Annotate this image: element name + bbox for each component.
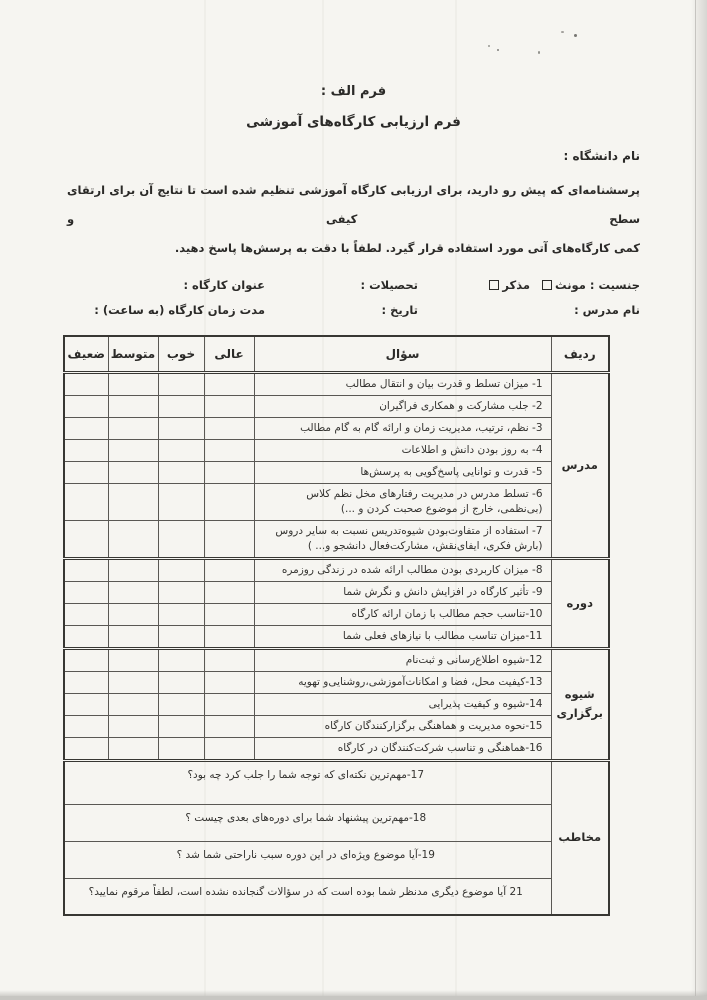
rating-cell-empty <box>204 520 254 558</box>
rating-cell-empty <box>158 417 204 439</box>
scan-speck <box>574 34 577 37</box>
table-row <box>64 372 609 395</box>
form-code-heading: فرم الف : <box>320 84 387 99</box>
rating-cell-empty <box>108 439 158 461</box>
column-header-average: متوسط <box>108 336 158 372</box>
table-row <box>64 417 609 439</box>
rating-cell-empty <box>204 693 254 715</box>
checkbox-female-icon <box>542 280 552 290</box>
question-cell: 17-مهم‌ترین نکته‌ای که توجه شما را جلب کرد چه بود؟ <box>64 760 551 804</box>
rating-cell-empty <box>204 417 254 439</box>
table-header-row <box>64 336 609 372</box>
rating-cell-empty <box>64 603 108 625</box>
question-cell: 13-کیفیت محل، فضا و امکانات‌آموزشی،روشنایی‌و تهویه <box>254 671 551 693</box>
duration-field-label: مدت زمان کارگاه (به ساعت) : <box>94 302 265 317</box>
rating-cell-empty <box>108 558 158 581</box>
rating-cell-empty <box>158 461 204 483</box>
scan-fold-line <box>322 0 324 1000</box>
rating-cell-empty <box>108 715 158 737</box>
gender-label: جنسیت : مونث <box>555 277 640 292</box>
date-field-label: تاریخ : <box>381 302 418 317</box>
section-label: مخاطب <box>551 760 609 915</box>
table-row <box>64 625 609 648</box>
table-row <box>64 878 609 915</box>
rating-cell-empty <box>108 603 158 625</box>
question-cell: 21 آیا موضوع دیگری مدنظر شما بوده است که در سؤالات گنجانده نشده است، لطفاً مرقوم نمایید؟ <box>64 878 551 915</box>
rating-cell-empty <box>64 737 108 760</box>
question-cell: 2- جلب مشارکت و همکاری فراگیران <box>254 395 551 417</box>
scan-fold-line <box>204 0 206 1000</box>
rating-cell-empty <box>64 715 108 737</box>
rating-cell-empty <box>108 671 158 693</box>
gender-field <box>418 278 640 292</box>
table-row <box>64 648 609 671</box>
question-cell: 1- میزان تسلط و قدرت بیان و انتقال مطالب <box>254 372 551 395</box>
rating-cell-empty <box>204 671 254 693</box>
column-header-row-number: ردیف <box>551 336 609 372</box>
table-row <box>64 804 609 841</box>
rating-cell-empty <box>108 520 158 558</box>
rating-cell-empty <box>64 439 108 461</box>
scan-speck <box>497 49 499 51</box>
rating-cell-empty <box>108 581 158 603</box>
table-row <box>64 715 609 737</box>
rating-cell-empty <box>64 461 108 483</box>
section-label: شیوه برگزاری <box>551 648 609 760</box>
intro-line: کمی کارگاه‌های آتی مورد استفاده قرار گیرد. لطفاً با دقت به پرسش‌ها پاسخ دهید. <box>174 241 640 255</box>
rating-cell-empty <box>64 581 108 603</box>
scan-speck <box>561 31 564 33</box>
rating-cell-empty <box>64 483 108 520</box>
rating-cell-empty <box>108 625 158 648</box>
info-row <box>67 272 640 297</box>
scan-edge-line-bottom <box>0 996 707 1000</box>
question-cell: 14-شیوه و کیفیت پذیرایی <box>254 693 551 715</box>
column-header-question: سؤال <box>254 336 551 372</box>
rating-cell-empty <box>204 625 254 648</box>
table-row <box>64 841 609 878</box>
table-row <box>64 603 609 625</box>
table-row <box>64 395 609 417</box>
table-row <box>64 558 609 581</box>
table-row <box>64 737 609 760</box>
university-name-label: نام دانشگاه : <box>563 149 640 163</box>
rating-cell-empty <box>158 671 204 693</box>
scan-speck <box>488 45 490 47</box>
rating-cell-empty <box>158 372 204 395</box>
rating-cell-empty <box>158 558 204 581</box>
rating-cell-empty <box>64 558 108 581</box>
scan-edge-shadow-right <box>691 0 707 1000</box>
rating-cell-empty <box>158 715 204 737</box>
table-row <box>64 581 609 603</box>
rating-cell-empty <box>108 461 158 483</box>
question-cell: 4- به روز بودن دانش و اطلاعات <box>254 439 551 461</box>
rating-cell-empty <box>204 558 254 581</box>
gender-option-male: مذکر <box>502 277 531 292</box>
table-row <box>64 760 609 804</box>
question-cell: 19-آیا موضوع ویژه‌ای در این دوره سبب ناراحتی شما شد ؟ <box>64 841 551 878</box>
education-field-label: تحصیلات : <box>360 277 418 292</box>
question-cell: 3- نظم، ترتیب، مدیریت زمان و ارائه گام به گام مطالب <box>254 417 551 439</box>
column-header-excellent: عالی <box>204 336 254 372</box>
rating-cell-empty <box>158 737 204 760</box>
rating-cell-empty <box>64 520 108 558</box>
rating-cell-empty <box>204 461 254 483</box>
section-label: دوره <box>551 558 609 648</box>
rating-cell-empty <box>204 395 254 417</box>
question-cell: 12-شیوه اطلاع‌رسانی و ثبت‌نام <box>254 648 551 671</box>
rating-cell-empty <box>158 439 204 461</box>
rating-cell-empty <box>108 737 158 760</box>
column-header-good: خوب <box>158 336 204 372</box>
section-label: مدرس <box>551 372 609 558</box>
rating-cell-empty <box>158 625 204 648</box>
table-row <box>64 693 609 715</box>
question-cell: 11-میزان تناسب مطالب با نیازهای فعلی شما <box>254 625 551 648</box>
rating-cell-empty <box>204 581 254 603</box>
rating-cell-empty <box>204 439 254 461</box>
workshop-title-field-label: عنوان کارگاه : <box>183 277 265 292</box>
question-cell: 7- استفاده از متفاوت‌بودن شیوه‌تدریس نسبت به سایر دروس (بارش فکری، ایفای‌نقش، مشارکت‌فعال دانشجو و... ) <box>254 520 551 558</box>
column-header-weak: ضعیف <box>64 336 108 372</box>
rating-cell-empty <box>158 693 204 715</box>
rating-cell-empty <box>204 737 254 760</box>
question-cell: 9- تأثیر کارگاه در افزایش دانش و نگرش شما <box>254 581 551 603</box>
rating-cell-empty <box>108 372 158 395</box>
intro-line: پرسشنامه‌ای که پیش رو دارید، برای ارزیابی کارگاه آموزشی تنظیم شده است تا نتایج آن برای ارتقای سطح کیفی و <box>67 183 640 226</box>
rating-cell-empty <box>108 648 158 671</box>
question-cell: 15-نحوه مدیریت و هماهنگی برگزارکنندگان کارگاه <box>254 715 551 737</box>
rating-cell-empty <box>108 483 158 520</box>
rating-cell-empty <box>108 417 158 439</box>
scan-edge-line-right <box>695 0 696 1000</box>
rating-cell-empty <box>204 483 254 520</box>
question-cell: 6- تسلط مدرس در مدیریت رفتارهای مخل نظم کلاس (بی‌نظمی، خارج از موضوع صحبت کردن و ...) <box>254 483 551 520</box>
rating-cell-empty <box>158 648 204 671</box>
rating-cell-empty <box>158 395 204 417</box>
table-row <box>64 520 609 558</box>
table-row <box>64 671 609 693</box>
table-row <box>64 439 609 461</box>
question-cell: 16-هماهنگی و تناسب شرکت‌کنندگان در کارگاه <box>254 737 551 760</box>
instructor-field-label: نام مدرس : <box>574 302 640 317</box>
rating-cell-empty <box>158 520 204 558</box>
form-title: فرم ارزیابی کارگاه‌های آموزشی <box>246 114 461 130</box>
evaluation-table <box>63 335 610 916</box>
rating-cell-empty <box>64 625 108 648</box>
rating-cell-empty <box>158 603 204 625</box>
rating-cell-empty <box>64 671 108 693</box>
table-row <box>64 483 609 520</box>
rating-cell-empty <box>108 395 158 417</box>
rating-cell-empty <box>158 483 204 520</box>
rating-cell-empty <box>64 417 108 439</box>
info-row <box>67 297 640 322</box>
checkbox-male-icon <box>489 280 499 290</box>
question-cell: 18-مهم‌ترین پیشنهاد شما برای دوره‌های بعدی چیست ؟ <box>64 804 551 841</box>
rating-cell-empty <box>64 693 108 715</box>
scan-speck <box>538 51 540 54</box>
rating-cell-empty <box>64 395 108 417</box>
rating-cell-empty <box>204 648 254 671</box>
table-row <box>64 461 609 483</box>
question-cell: 10-تناسب حجم مطالب با زمان ارائه کارگاه <box>254 603 551 625</box>
rating-cell-empty <box>64 648 108 671</box>
intro-paragraph <box>67 176 640 263</box>
rating-cell-empty <box>108 693 158 715</box>
rating-cell-empty <box>204 603 254 625</box>
question-cell: 8- میزان کاربردی بودن مطالب ارائه شده در زندگی روزمره <box>254 558 551 581</box>
workshop-info-fields <box>67 272 640 322</box>
rating-cell-empty <box>204 715 254 737</box>
scan-fold-line <box>455 0 457 1000</box>
question-cell: 5- قدرت و توانایی پاسخ‌گویی به پرسش‌ها <box>254 461 551 483</box>
rating-cell-empty <box>204 372 254 395</box>
rating-cell-empty <box>158 581 204 603</box>
rating-cell-empty <box>64 372 108 395</box>
